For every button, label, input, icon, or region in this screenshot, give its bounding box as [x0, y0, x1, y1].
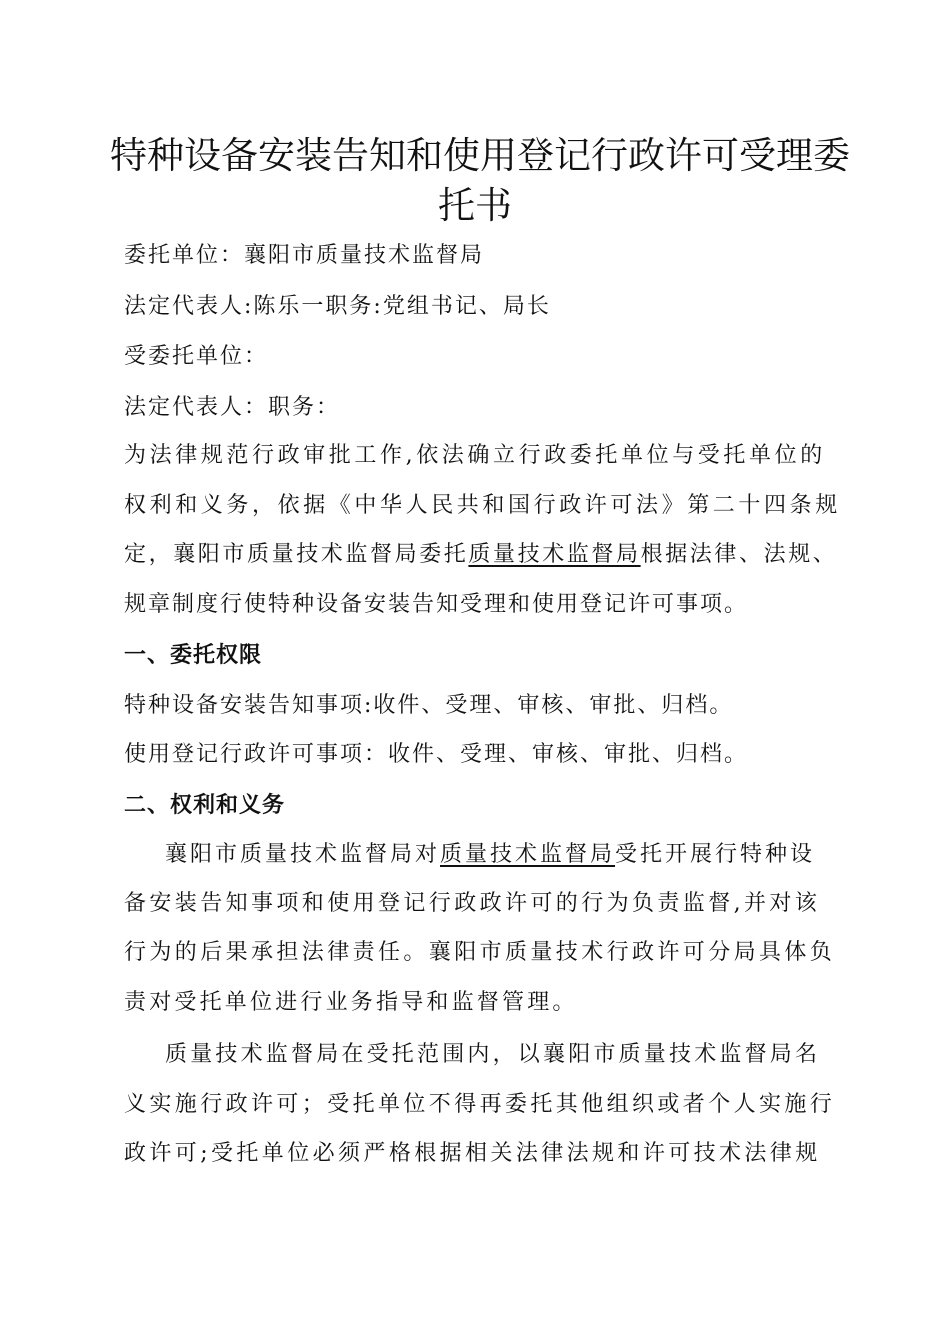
- section-1-heading: 一、委托权限: [124, 643, 263, 668]
- legal-representative-line-2: 法定代表人：职务：: [124, 395, 341, 420]
- intro-line-3: [124, 540, 837, 570]
- legal-representative-line-1: 法定代表人:陈乐一职务:党组书记、局长: [124, 294, 551, 319]
- intro-line-3-text-a: 定，襄阳市质量技术监督局委托: [124, 542, 469, 567]
- section-2-para-1-text-a: 襄阳市质量技术监督局对: [165, 842, 441, 867]
- section-2-para-1-line-2: 备安装告知事项和使用登记行政政许可的行为负责监督,并对该: [124, 891, 821, 916]
- intro-line-4: 规章制度行使特种设备安装告知受理和使用登记许可事项。: [124, 592, 749, 617]
- intro-line-3-text-b: 根据法律、法规、: [640, 542, 838, 567]
- section-2-para-2-line-1: 质量技术监督局在受托范围内，以襄阳市质量技术监督局名: [165, 1042, 821, 1067]
- section-2-para-2-line-3: 政许可;受托单位必须严格根据相关法律法规和许可技术法律规: [124, 1141, 821, 1166]
- section-1-item-1: 特种设备安装告知事项:收件、受理、审核、审批、归档。: [124, 693, 734, 718]
- section-2-para-1-text-b: 受托开展行特种设: [615, 842, 816, 867]
- section-1-item-2: 使用登记行政许可事项：收件、受理、审核、审批、归档。: [124, 742, 749, 767]
- section-2-para-1-line-1: [165, 840, 815, 870]
- section-2-para-1-line-3: 行为的后果承担法律责任。襄阳市质量技术行政许可分局具体负: [124, 940, 836, 965]
- section-2-para-2-line-2: 义实施行政许可；受托单位不得再委托其他组织或者个人实施行: [124, 1092, 836, 1117]
- document-title-line-1: 特种设备安装告知和使用登记行政许可受理委: [110, 134, 850, 177]
- entrusted-unit-line: 受委托单位：: [124, 344, 269, 369]
- section-2-heading: 二、权利和义务: [124, 793, 286, 818]
- section-2-para-1-line-4: 责对受托单位进行业务指导和监督管理。: [124, 990, 578, 1015]
- entrusting-unit-line: 委托单位：襄阳市质量技术监督局: [124, 243, 485, 268]
- intro-line-3-underlined-unit: 质量技术监督局: [468, 542, 641, 567]
- document-title-line-2: 托书: [438, 184, 512, 227]
- intro-line-1: 为法律规范行政审批工作,依法确立行政委托单位与受托单位的: [124, 443, 826, 468]
- intro-line-2: 权利和义务，依据《中华人民共和国行政许可法》第二十四条规: [124, 493, 841, 518]
- section-2-para-1-underlined-unit: 质量技术监督局: [440, 842, 616, 867]
